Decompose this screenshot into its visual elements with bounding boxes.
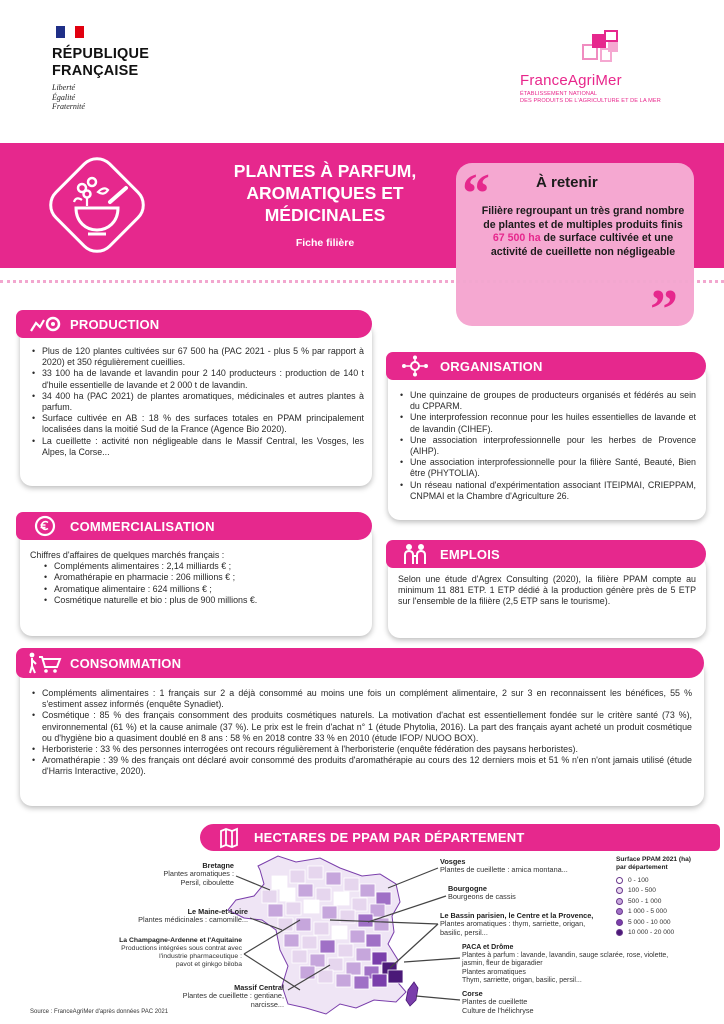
legend-row: [616, 907, 720, 918]
a-retenir-title: À retenir: [536, 174, 598, 191]
commercialisation-item: • Compléments alimentaires : 2,14 milliards € ;: [54, 561, 364, 572]
legend-swatch: [616, 877, 623, 884]
organisation-title: ORGANISATION: [440, 358, 543, 374]
legend-label: 5 000 - 10 000: [628, 918, 671, 926]
emplois-header: [386, 540, 706, 568]
close-quote-icon: ”: [650, 279, 678, 341]
franceagrimer-logo: [520, 30, 700, 105]
rf-name-line1: RÉPUBLIQUE: [52, 46, 150, 62]
department-cell: [374, 918, 389, 931]
legend-row: [616, 886, 720, 897]
department-cell: [328, 958, 343, 971]
department-cell: [300, 966, 315, 979]
department-cell: [268, 904, 283, 917]
map-label-champagne-aquitaine: [96, 937, 242, 969]
legend-swatch: [616, 908, 623, 915]
map-pin-icon: [210, 827, 248, 849]
bretagne-line1: Plantes aromatiques :: [163, 869, 234, 879]
consommation-item: • Aromathérapie : 39 % des français ont déclaré avoir consommé des produits d'aromathérapie au cours des 12 derniers mois et 51 % n'en n'ont jamais utilisé (étude d'Harris Interactive, 2020).: [42, 755, 692, 777]
loire-title: Le Maine-et-Loire: [187, 907, 248, 916]
map-label-bretagne: [150, 862, 234, 887]
paca-line3: Plantes aromatiques: [462, 968, 526, 976]
page-title-line1: PLANTES À PARFUM,: [233, 161, 417, 181]
department-cell: [304, 900, 319, 913]
corse-shape: [406, 982, 418, 1006]
organisation-item: • Une association interprofessionnelle pour la filière Santé, Beauté, Bien être (PHYTOLIA).: [410, 457, 696, 479]
bretagne-line2: Persil, ciboulette: [180, 877, 234, 887]
french-flag-icon: [56, 26, 84, 38]
department-cell: [372, 974, 387, 987]
department-cell: [322, 906, 337, 919]
department-cell: [316, 888, 331, 901]
champagne-line1: Productions intégrées sous contrat avec: [121, 945, 242, 952]
a-retenir-text: [480, 205, 686, 259]
commercialisation-item: • Cosmétique naturelle et bio : plus de 900 millions €.: [54, 595, 364, 606]
commercialisation-content: [30, 550, 364, 606]
legend-label: 0 - 100: [628, 876, 649, 884]
department-cell: [376, 892, 391, 905]
production-item: • Plus de 120 plantes cultivées sur 67 500 ha (PAC 2021 - plus 5 % par rapport à 2020) et 350 régulièrement cueillies.: [42, 346, 364, 368]
map-label-corse: [462, 990, 592, 1015]
production-content: [30, 346, 364, 458]
franceagrimer-subtitle: [520, 91, 700, 105]
organisation-network-icon: [396, 355, 434, 377]
paca-line2: jasmin, fleur de bigaradier: [462, 960, 543, 968]
department-cell: [336, 974, 351, 987]
corse-line2: Culture de l'hélichryse: [462, 1005, 534, 1015]
production-item: • Surface cultivée en AB : 18 % des surfaces totales en PPAM principalement localisées dans la moitié Sud de la France (Agence Bio 2020).: [42, 413, 364, 435]
commercialisation-intro: Chiffres d'affaires de quelques marchés français :: [30, 550, 225, 560]
legend-row: [616, 896, 720, 907]
department-cell: [314, 922, 329, 935]
organisation-item: • Une quinzaine de groupes de producteurs organisés et fédérés au sein du CPPARM.: [410, 390, 696, 412]
bassin-title: Le Bassin parisien, le Centre et la Provence,: [440, 911, 594, 920]
page-title-line2: AROMATIQUES ET: [246, 183, 404, 203]
map-source: Source : FranceAgriMer d'après données PAC 2021: [30, 1009, 169, 1015]
emplois-people-icon: [396, 543, 434, 565]
department-cell: [354, 976, 369, 989]
legend-row: [616, 928, 720, 939]
legend-row: [616, 917, 720, 928]
legend-row: [616, 875, 720, 886]
department-cell: [286, 902, 301, 915]
consommation-content: [30, 688, 692, 778]
fam-sub-1: ÉTABLISSEMENT NATIONAL: [520, 91, 598, 97]
rf-name: [52, 46, 172, 80]
massif-title: Massif Central: [234, 983, 284, 992]
production-item: • 34 400 ha (PAC 2021) de plantes aromatiques, médicinales et autres plantes à parfum.: [42, 391, 364, 413]
corse-title: Corse: [462, 989, 483, 998]
page-title: [200, 160, 450, 226]
production-item: • La cueillette : activité non négligeable dans le Massif Central, les Vosges, les Alpes, la Corse...: [42, 436, 364, 458]
a-retenir-highlight: 67 500 ha: [492, 232, 541, 244]
bretagne-title: Bretagne: [202, 861, 234, 870]
a-retenir-text-a: Filière regroupant un très grand nombre de plantes et de multiples produits finis: [481, 205, 685, 231]
a-retenir-text-b: de surface cultivée et une activité de cueillette non négligeable: [490, 232, 676, 258]
production-title: PRODUCTION: [70, 316, 160, 332]
commercialisation-title: COMMERCIALISATION: [70, 518, 215, 534]
loire-line1: Plantes médicinales : camomille...: [138, 915, 248, 925]
emplois-title: EMPLOIS: [440, 546, 500, 562]
organisation-header: [386, 352, 706, 380]
department-cell: [262, 890, 277, 903]
department-cell: [318, 970, 333, 983]
motto-egalite: Égalité: [52, 92, 76, 102]
department-cell: [360, 884, 375, 897]
map-header: [200, 824, 720, 851]
department-cell: [388, 970, 403, 983]
department-cell: [352, 898, 367, 911]
legend-swatch: [616, 919, 623, 926]
bourgogne-title: Bourgogne: [448, 884, 487, 893]
champagne-title: La Champagne-Ardenne et l'Aquitaine: [119, 937, 242, 944]
organisation-list: [398, 390, 696, 502]
department-cell: [326, 872, 341, 885]
motto-liberte: Liberté: [52, 83, 76, 92]
department-cell: [308, 866, 323, 879]
champagne-line2: l'industrie pharmaceutique :: [159, 953, 242, 960]
production-list: [30, 346, 364, 458]
corse-line1: Plantes de cueillette: [462, 997, 528, 1007]
department-cell: [338, 944, 353, 957]
map-label-paca-drome: [462, 944, 718, 985]
consommation-title: CONSOMMATION: [70, 655, 182, 671]
republique-francaise-logo: [52, 26, 172, 112]
mortar-plants-icon: [44, 152, 150, 258]
consommation-cart-icon: [26, 652, 64, 674]
consommation-item: • Compléments alimentaires : 1 français sur 2 a déjà consommé au moins une fois un complément alimentaire, 2 sur 3 en reconnaissent les bénéfices, 55 % s'estiment assez informés (enquête Synadiet).: [42, 688, 692, 710]
department-cell: [272, 876, 287, 889]
organisation-item: • Un réseau national d'expérimentation associant ITEIPMAI, CRIEPPAM, CNPMAI et la Chambre d'Agriculture 26.: [410, 480, 696, 502]
map-label-massif-central: [150, 984, 284, 1009]
massif-line1: Plantes de cueillette : gentiane,: [182, 991, 284, 1001]
legend-label: 100 - 500: [628, 887, 656, 895]
paca-title: PACA et Drôme: [462, 944, 514, 951]
department-cell: [366, 934, 381, 947]
organisation-content: [398, 390, 696, 502]
legend-swatch: [616, 898, 623, 905]
fam-sub-2: DES PRODUITS DE L'AGRICULTURE ET DE LA MER: [520, 98, 661, 104]
department-cell: [302, 936, 317, 949]
production-gear-icon: [26, 313, 64, 335]
department-cell: [346, 962, 361, 975]
department-cell: [284, 934, 299, 947]
department-cell: [298, 884, 313, 897]
department-cell: [334, 892, 349, 905]
department-cell: [320, 940, 335, 953]
department-cell: [332, 926, 347, 939]
rf-motto: [52, 83, 172, 112]
department-cell: [310, 954, 325, 967]
emplois-text: Selon une étude d'Agrex Consulting (2020), la filière PPAM compte au minimum 11 881 ETP. 1 ETP dédié à la production génère près de 5 ETP sur l'ensemble de la filière (2,5 ETP sans le tourisme).: [398, 574, 696, 607]
franceagrimer-mark-icon: [578, 30, 626, 70]
department-cell: [280, 888, 295, 901]
consommation-list: [30, 688, 692, 778]
open-quote-icon: “: [462, 163, 490, 225]
commercialisation-list: [30, 561, 364, 606]
department-cell: [344, 878, 359, 891]
legend-swatch: [616, 887, 623, 894]
page-subtitle: Fiche filière: [295, 237, 355, 249]
legend-label: 500 - 1 000: [628, 897, 662, 905]
department-cell: [356, 948, 371, 961]
consommation-item: • Herboristerie : 33 % des personnes interrogées ont recours régulièrement à l'herboristerie (enquête fédération des paysans herboristes).: [42, 744, 692, 755]
production-item: • 33 100 ha de lavande et lavandin pour 2 140 producteurs : production de 140 t d'huile essentielle de lavande et 2 000 t de lavandin.: [42, 368, 364, 390]
production-header: [16, 310, 372, 338]
consommation-item: • Cosmétique : 85 % des français consomment des produits cosmétiques naturels. La motivation d'achat est essentiellement fondée sur le critère santé (73 %), environnemental (61 %) et la cause animale (37 %). Le prix est le frein d'achat n° 1 (étude Phytolia, 2016). La part des français ayant acheté un produit cosmétique ou d'hygiène bio a quasiment doublé en 8 ans : 58 % en 2018 contre 33 % en 2010 (étude IFOP/ NUOO BOX).: [42, 710, 692, 744]
department-cell: [290, 870, 305, 883]
franceagrimer-name: FranceAgriMer: [520, 72, 622, 89]
commercialisation-item: • Aromatique alimentaire : 624 millions € ;: [54, 584, 364, 595]
organisation-item: • Une interprofession reconnue pour les huiles essentielles de lavande et de lavandin (CIHEF).: [410, 412, 696, 434]
legend-title-line1: Surface PPAM 2021 (ha): [616, 856, 692, 863]
department-cell: [350, 930, 365, 943]
department-cell: [292, 950, 307, 963]
map-legend: [616, 856, 720, 938]
legend-rows: [616, 875, 720, 938]
map-title: HECTARES DE PPAM PAR DÉPARTEMENT: [254, 830, 525, 845]
page-title-line3: MÉDICINALES: [264, 205, 386, 225]
commercialisation-header: [16, 512, 372, 540]
consommation-header: [16, 648, 704, 678]
department-cell: [296, 918, 311, 931]
vosges-line1: Plantes de cueillette : arnica montana...: [440, 865, 568, 875]
paca-line1: Plantes à parfum : lavande, lavandin, sauge sclarée, rose, violette,: [462, 952, 669, 960]
champagne-line3: pavot et ginkgo biloba: [175, 961, 242, 968]
bourgogne-line1: Bourgeons de cassis: [448, 892, 516, 902]
map-label-maine-et-loire: [110, 908, 248, 925]
map-label-bassin-parisien: [440, 912, 600, 937]
legend-label: 10 000 - 20 000: [628, 929, 675, 937]
organisation-item: • Une association interprofessionnelle pour les herbes de Provence (AIHP).: [410, 435, 696, 457]
legend-title-line2: par département: [616, 864, 668, 871]
legend-swatch: [616, 929, 623, 936]
map-label-vosges: [440, 858, 590, 875]
paca-line4: Thym, sarriette, origan, basilic, persil...: [462, 976, 582, 984]
massif-line2: narcisse...: [250, 999, 284, 1009]
vosges-title: Vosges: [440, 857, 466, 866]
commercialisation-item: • Aromathérapie en pharmacie : 206 millions € ;: [54, 572, 364, 583]
motto-fraternite: Fraternité: [52, 102, 85, 111]
bassin-line2: basilic, persil...: [440, 927, 488, 937]
bassin-line1: Plantes aromatiques : thym, sarriette, origan,: [440, 919, 586, 929]
rf-name-line2: FRANÇAISE: [52, 63, 139, 79]
commercialisation-coin-icon: [26, 515, 64, 537]
legend-label: 1 000 - 5 000: [628, 908, 667, 916]
map-label-bourgogne: [448, 885, 578, 902]
dotted-divider: [0, 280, 724, 284]
